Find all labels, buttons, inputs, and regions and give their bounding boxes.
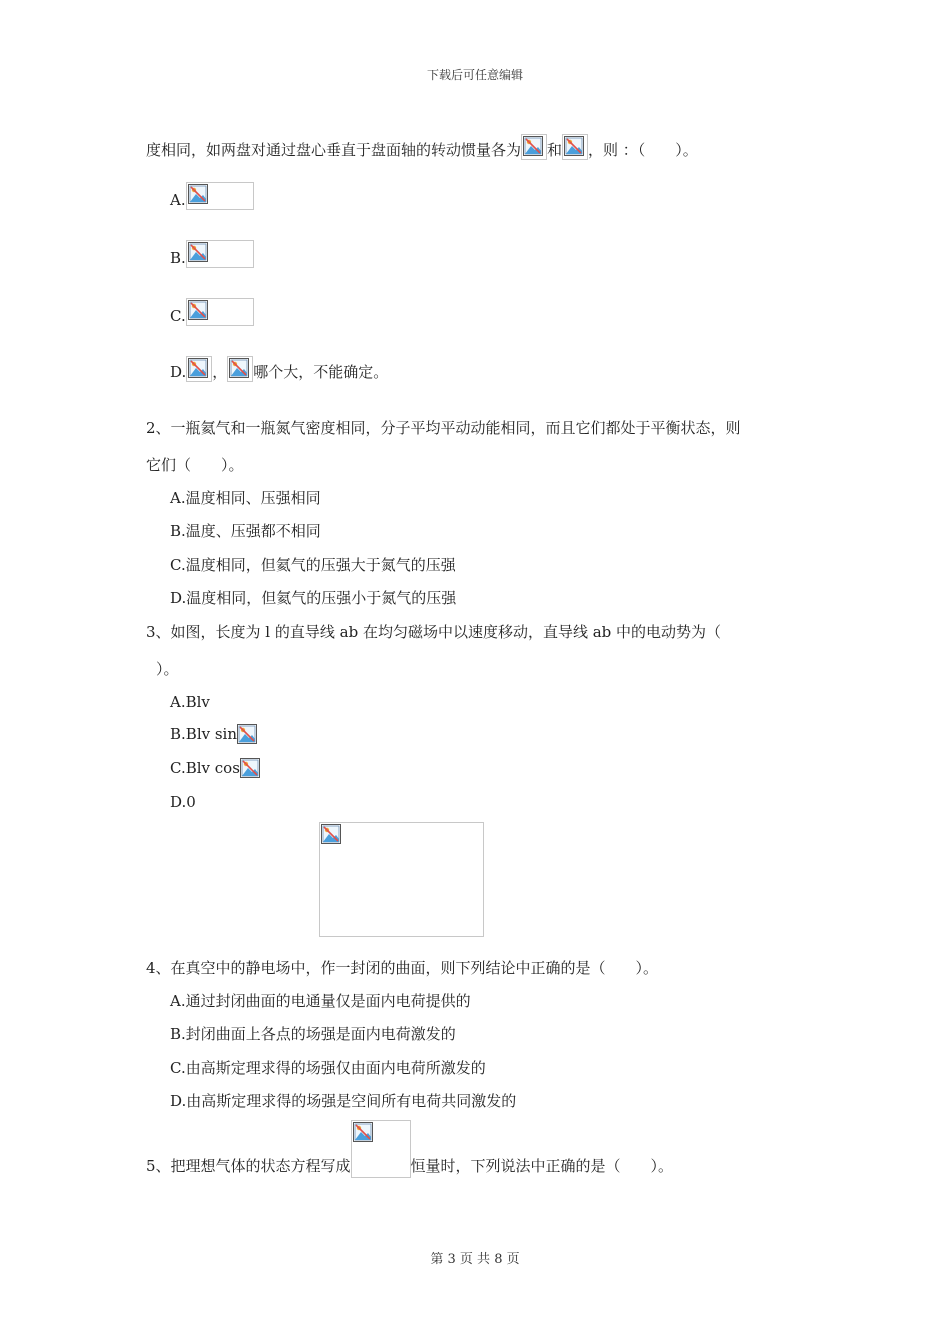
broken-image-icon bbox=[188, 300, 208, 320]
option-label: D. bbox=[170, 363, 187, 381]
formula-image bbox=[240, 758, 260, 778]
q3-option-c bbox=[170, 758, 260, 778]
broken-image-icon bbox=[523, 136, 543, 156]
q2-stem-line1: 2、一瓶氦气和一瓶氮气密度相同，分子平均平动动能相同，而且它们都处于平衡状态，则 bbox=[146, 419, 741, 437]
q5-stem bbox=[146, 1120, 673, 1178]
q4-stem: 4、在真空中的静电场中，作一封闭的曲面，则下列结论中正确的是（ ）。 bbox=[146, 959, 659, 977]
broken-image-icon bbox=[188, 184, 208, 204]
broken-image-icon bbox=[188, 242, 208, 262]
option-separator: ， bbox=[212, 363, 228, 381]
q4-option-c: C.由高斯定理求得的场强仅由面内电荷所激发的 bbox=[170, 1059, 486, 1077]
broken-image-icon bbox=[240, 758, 260, 778]
q2-option-d: D.温度相同，但氦气的压强小于氮气的压强 bbox=[170, 589, 457, 607]
broken-image-icon bbox=[564, 136, 584, 156]
formula-image bbox=[562, 134, 588, 160]
option-label: C. bbox=[170, 307, 186, 325]
formula-image bbox=[186, 356, 212, 382]
q1-option-d bbox=[170, 356, 388, 382]
formula-image bbox=[521, 134, 547, 160]
option-label: B. bbox=[170, 249, 186, 267]
q2-option-b: B.温度、压强都不相同 bbox=[170, 522, 321, 540]
q4-option-d: D.由高斯定理求得的场强是空间所有电荷共同激发的 bbox=[170, 1092, 517, 1110]
formula-image bbox=[227, 356, 253, 382]
q1-option-a bbox=[170, 182, 254, 210]
q5-stem-text-b: 恒量时，下列说法中正确的是（ ）。 bbox=[410, 1157, 674, 1175]
broken-image-icon bbox=[353, 1122, 373, 1142]
formula-image bbox=[186, 240, 254, 268]
broken-image-icon bbox=[188, 358, 208, 378]
page-footer: 第 3 页 共 8 页 bbox=[430, 1252, 520, 1267]
formula-image bbox=[351, 1120, 411, 1178]
option-label: A. bbox=[170, 191, 186, 209]
q3-figure-image bbox=[319, 822, 484, 937]
formula-image bbox=[237, 724, 257, 744]
q1-stem-text-b: ，则 ：（ ）。 bbox=[588, 141, 698, 159]
q3-option-a: A.Blv bbox=[170, 693, 210, 711]
page-header: 下载后可任意编辑 bbox=[426, 68, 523, 82]
q1-stem-and: 和 bbox=[547, 141, 563, 159]
q2-stem-line2: 它们（ ）。 bbox=[146, 456, 244, 474]
q5-stem-text-a: 5、把理想气体的状态方程写成 bbox=[146, 1157, 351, 1175]
option-text: B.Blv sin bbox=[170, 725, 238, 743]
q1-option-b bbox=[170, 240, 254, 268]
q1-stem-text-a: 度相同，如两盘对通过盘心垂直于盘面轴的转动惯量各为 bbox=[146, 141, 522, 159]
q3-option-b bbox=[170, 724, 257, 744]
formula-image bbox=[186, 298, 254, 326]
q2-option-a: A.温度相同、压强相同 bbox=[170, 489, 321, 507]
q1-stem bbox=[146, 134, 698, 160]
option-text: 哪个大，不能确定。 bbox=[253, 363, 389, 381]
formula-image bbox=[186, 182, 254, 210]
q1-option-c bbox=[170, 298, 254, 326]
q3-option-d: D.0 bbox=[170, 793, 196, 811]
broken-image-icon bbox=[229, 358, 249, 378]
option-text: C.Blv cos bbox=[170, 759, 240, 777]
q3-stem-line2: ）。 bbox=[156, 660, 179, 678]
q3-stem-line1: 3、如图，长度为 l 的直导线 ab 在均匀磁场中以速度移动，直导线 ab 中的电动势为（ bbox=[146, 623, 722, 641]
q4-option-b: B.封闭曲面上各点的场强是面内电荷激发的 bbox=[170, 1025, 456, 1043]
broken-image-icon bbox=[237, 724, 257, 744]
q4-option-a: A.通过封闭曲面的电通量仅是面内电荷提供的 bbox=[170, 992, 471, 1010]
q2-option-c: C.温度相同，但氦气的压强大于氮气的压强 bbox=[170, 556, 456, 574]
broken-image-icon bbox=[321, 824, 341, 844]
